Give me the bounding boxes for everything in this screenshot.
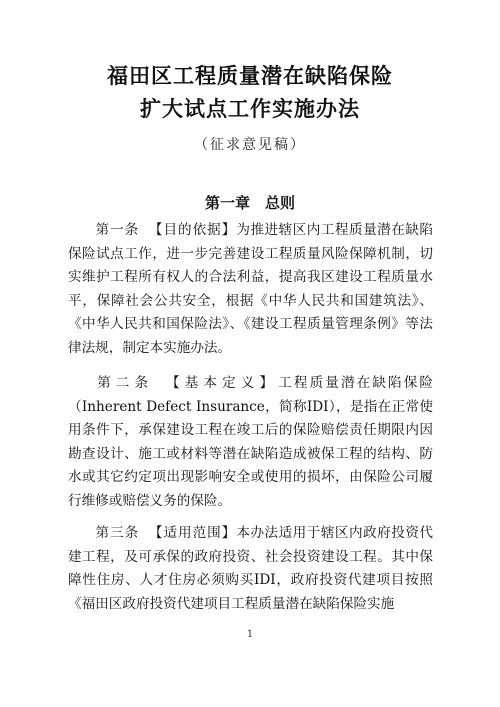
- article-heading: 【目的依据】: [148, 222, 237, 238]
- article-heading: 【基本定义】: [166, 375, 279, 391]
- article-2: [68, 372, 433, 514]
- document-subtitle: （征求意见稿）: [194, 137, 306, 153]
- document-title-line-2: 扩大试点工作实施办法: [140, 97, 360, 121]
- article-heading: 【适用范围】: [148, 525, 237, 541]
- chapter-heading: 第一章 总则: [204, 194, 295, 212]
- article-body: 本办法适用于辖区内政府投资代建工程，及可承保的政府投资、社会投资建设工程。其中保障性住房、人才住房必须购买IDI，政府投资代建项目按照《福田区政府投资代建项目工程质量潜在缺陷保险实施: [68, 525, 434, 612]
- article-3: [68, 522, 433, 616]
- page-number: 1: [246, 629, 254, 640]
- document-title-line-1: 福田区工程质量潜在缺陷保险: [107, 64, 393, 88]
- article-number: 第一条: [95, 222, 140, 238]
- article-1: [68, 219, 433, 361]
- article-body: 工程质量潜在缺陷保险（Inherent Defect Insurance，简称IDI），是指在正常使用条件下，承保建设工程在竣工后的保险赔偿责任期限内因勘查设计、施工或材料等潜在缺陷造成被保工程的结构、防水或其它约定项出现影响安全或使用的损坏，由保险公司履行维修或赔偿义务的保险。: [68, 375, 434, 509]
- article-number: 第二条: [95, 375, 154, 391]
- article-number: 第三条: [95, 525, 140, 541]
- article-body: 为推进辖区内工程质量潜在缺陷保险试点工作，进一步完善建设工程质量风险保障机制，切实维护工程所有权人的合法利益，提高我区建设工程质量水平，保障社会公共安全，根据《中华人民共和国建筑法》、《中华人民共和国保险法》、《建设工程质量管理条例》等法律法规，制定本实施办法。: [68, 222, 434, 356]
